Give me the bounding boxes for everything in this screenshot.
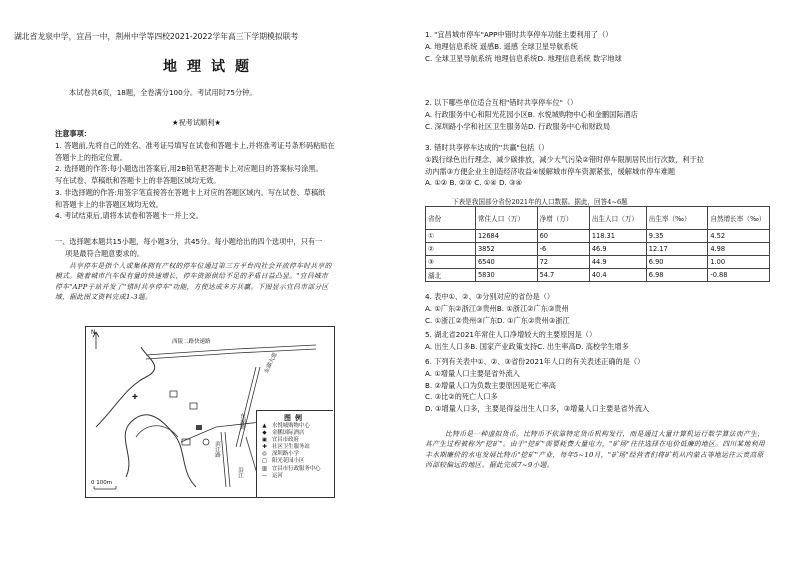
table-cell: 9.35: [646, 230, 708, 243]
map-legend: [256, 410, 333, 497]
table-cell: 72: [537, 256, 589, 269]
government-icon: ▣: [261, 437, 268, 444]
table-cell: 44.9: [589, 256, 646, 269]
legend-item: [257, 458, 333, 465]
question-option: C. ①浙江②贵州③广东D. ①广东②贵州③浙江: [425, 315, 570, 325]
question-1: [425, 29, 622, 64]
table-header: 省份: [426, 207, 476, 230]
legend-item: [257, 466, 333, 473]
section-one-heading: [55, 236, 322, 259]
table-row: [426, 269, 770, 282]
building-marker: [190, 403, 197, 409]
table-cell: 12.17: [646, 243, 708, 256]
section-one-line: 项是最符合题意要求的。: [65, 248, 145, 258]
question-stem: 4. 表中①、②、③分别对应的省份是（）: [425, 292, 555, 301]
legend-label: 宜昌市政府: [272, 437, 299, 444]
legend-label: 水悦城购物中心: [272, 423, 310, 429]
passage-sharing-parking: 共享停车是指个人或集体拥有产权的停车位通过第三方平台向社会开放停车时共享的模式。随着城市汽车保有量的快速增长，停车资源供给不足的矛盾日益凸显。"宜昌城市停车"APP子站开发了"错时共享停车"功能，方便达成多方共赢。下图显示宜昌市部分区域，据此图文资料完成1-3题。: [55, 262, 332, 301]
table-row: [426, 256, 770, 269]
health-station-icon: ✚: [262, 444, 267, 451]
table-cell: 40.4: [589, 269, 646, 282]
road-label: 东湖路: [239, 413, 245, 430]
school-icon: ◎: [262, 451, 267, 458]
table-header: 常住人口（万）: [475, 207, 537, 230]
table-cell: 12684: [475, 230, 537, 243]
note-line: 4. 考试结束后,请将本试卷和答题卡一并上交。: [55, 211, 203, 221]
note-line: 答题卡上的指定位置。: [55, 152, 127, 162]
legend-item: [257, 473, 333, 480]
question-2: [425, 97, 638, 132]
question-option: C. 深圳路小学和社区卫生服务站D. 行政服务中心和财政局: [425, 121, 611, 131]
question-6: [425, 356, 649, 415]
question-stem: 6. 下列有关表中①、②、③省份2021年人口的有关表述正确的是（）: [425, 357, 645, 366]
question-option: A. ①广东②浙江③贵州B. ①浙江②广东③贵州: [425, 303, 569, 313]
table-cell: -0.88: [708, 269, 770, 282]
question-option: A. ①② B. ②③ C. ①④ D. ③④: [425, 178, 522, 188]
table-header: 净增（万）: [537, 207, 589, 230]
table-cell: 3852: [475, 243, 537, 256]
question-3: [425, 142, 704, 189]
question-option: C. 全球卫星导航系统 地理信息系统D. 地理信息系统 数字地球: [425, 53, 622, 63]
table-cell: 6.98: [646, 269, 708, 282]
notes-heading: 注意事项：: [55, 129, 91, 138]
question-option: D. ①增量人口多，主要是得益出生人口多，③增量人口主要是省外流入: [425, 404, 650, 414]
question-option: B. ②增量人口为负数主要原因是死亡率高: [425, 380, 556, 390]
table-header: 出生率（‰）: [646, 207, 708, 230]
table-caption: 下表是我国部分省份2021年的人口数据。据此，回答4~6题: [452, 198, 628, 206]
hotel-icon: ◆: [262, 430, 267, 437]
population-table: [425, 206, 770, 282]
road-label: 滨江路: [214, 441, 220, 458]
table-cell: ①: [426, 230, 476, 243]
question-option: A. ①增量人口主要是省外流入: [425, 368, 520, 378]
building-marker: [196, 425, 202, 430]
table-cell: 4.98: [708, 243, 770, 256]
question-5: [425, 329, 629, 353]
legend-title: 图例: [284, 414, 306, 422]
table-cell: 湖北: [426, 269, 476, 282]
exam-header: 湖北省龙泉中学，宜昌一中，荆州中学等四校2021-2022学年高三下学期模拟联考: [14, 32, 299, 41]
question-text: 动内需③方便企业主创造经济收益④缓解城市停车资源紧张，缓解城市停车难题: [425, 166, 676, 176]
legend-label: 社区卫生服务站: [272, 444, 310, 451]
hospital-marker: ✚: [132, 393, 138, 401]
table-cell: 6540: [475, 256, 537, 269]
exam-info: 本试卷共6页，18题，全卷满分100分。考试用时75分钟。: [69, 88, 257, 97]
road-line: [236, 367, 256, 447]
canal-icon: —: [261, 472, 268, 479]
school-marker: [203, 439, 209, 445]
table-header: 自然增长率（‰）: [708, 207, 770, 230]
page-title: 地理试题: [163, 59, 259, 75]
table-row: [426, 230, 770, 243]
note-line: 3. 非选择题的作答:用签字笔直接答在答题卡上对应的答题区域内。写在试卷、草稿纸: [55, 187, 326, 197]
note-line: 和答题卡上的非答题区域均无效。: [55, 199, 163, 209]
table-cell: 54.7: [537, 269, 589, 282]
scale-bar: [94, 486, 116, 489]
table-header: 出生人口（万）: [589, 207, 646, 230]
question-option: C. ③比②的死亡人口多: [425, 392, 498, 402]
question-option: A. 出生人口多B. 国家产业政策支持C. 出生率高D. 高校学生增多: [425, 341, 629, 351]
river-line: [96, 347, 196, 487]
road-line: [225, 432, 230, 487]
table-cell: 1.00: [708, 256, 770, 269]
question-stem: 3. 错时共享停车达成的"共赢"包括（）: [425, 143, 549, 152]
residence-icon: ▢: [261, 458, 268, 465]
notes-list: [55, 140, 335, 222]
question-stem: 1. "宜昌城市停车"APP中错时共享停车功能主要利用了（）: [425, 30, 613, 39]
building-marker: [170, 391, 177, 397]
question-4: [425, 291, 570, 326]
table-cell: ②: [426, 243, 476, 256]
table-cell: 5830: [475, 269, 537, 282]
legend-label: 阳光花园小区: [272, 458, 305, 465]
road-label: 西陵二路快速路: [172, 339, 211, 345]
passage-bitcoin: 比特币是一种虚拟货币。比特币不依靠特定货币机构发行，而是通过大量计算机运行数学算法而产生，其产生过程被称为"挖矿"。由于"挖矿"需要耗费大量电力，"矿场"往往选择在电价低廉的地区。四川某地利用丰水期廉价的水电发展比特币"挖矿"产业，每年5~10月，"矿场"经营者们将矿机从内蒙古等地运往云贵高原西部较偏远的地区。据此完成7~9小题。: [425, 430, 765, 469]
legend-label: 深圳路小学: [272, 451, 299, 458]
table-cell: 118.31: [589, 230, 646, 243]
road-label: 东湖大道: [263, 351, 279, 375]
question-option: A. 地理信息系统 遥感B. 遥感 全球卫星导航系统: [425, 41, 578, 51]
note-line: 2. 选择题的作答:每小题选出答案后,用2B铅笔把答题卡上对应题目的答案标号涂黑。: [55, 164, 323, 174]
road-line: [146, 349, 316, 359]
table-cell: ③: [426, 256, 476, 269]
road-label: 沿江: [237, 467, 243, 478]
note-line: 写在试卷、草稿纸和答题卡上的非答题区域均无效。: [55, 176, 221, 186]
mall-icon: ▲: [262, 423, 267, 429]
question-stem: 2. 以下哪些单位适合互相"错时共享停车位"（）: [425, 98, 578, 107]
table-row: [426, 243, 770, 256]
legend-label: 宜昌市行政服务中心: [272, 465, 321, 472]
road-line: [221, 432, 226, 487]
note-line: 1. 答题前,先将自己的姓名、准考证号填写在试卷和答题卡上,并将准考证号条形码粘贴在: [55, 141, 335, 150]
table-cell: 60: [537, 230, 589, 243]
scale-label: 0 100m: [91, 480, 113, 486]
legend-label: 金鹏国际酒店: [272, 430, 305, 437]
legend-label: 运河: [272, 472, 283, 479]
north-label: N: [91, 329, 96, 336]
table-cell: 4.52: [708, 230, 770, 243]
question-option: A. 行政服务中心和阳光花园小区B. 水悦城购物中心和金鹏国际酒店: [425, 109, 638, 119]
table-header-row: [426, 207, 770, 230]
table-cell: 6.90: [646, 256, 708, 269]
wish-line: ★祝考试顺利★: [172, 118, 221, 127]
admin-center-icon: ▥: [261, 465, 268, 472]
question-text: ①践行绿色出行理念、减少碳排放，减少大气污染②错时停车限制居民出行次数，利于拉: [425, 154, 704, 164]
section-one-line: 一、选择题本题共15小题，每小题3分，共45分。每小题给出的四个选项中，只有一: [55, 237, 323, 246]
question-stem: 5. 湖北省2021年常住人口净增较大的主要原因是（）: [425, 330, 597, 339]
table-cell: 46.9: [589, 243, 646, 256]
table-cell: -6: [537, 243, 589, 256]
